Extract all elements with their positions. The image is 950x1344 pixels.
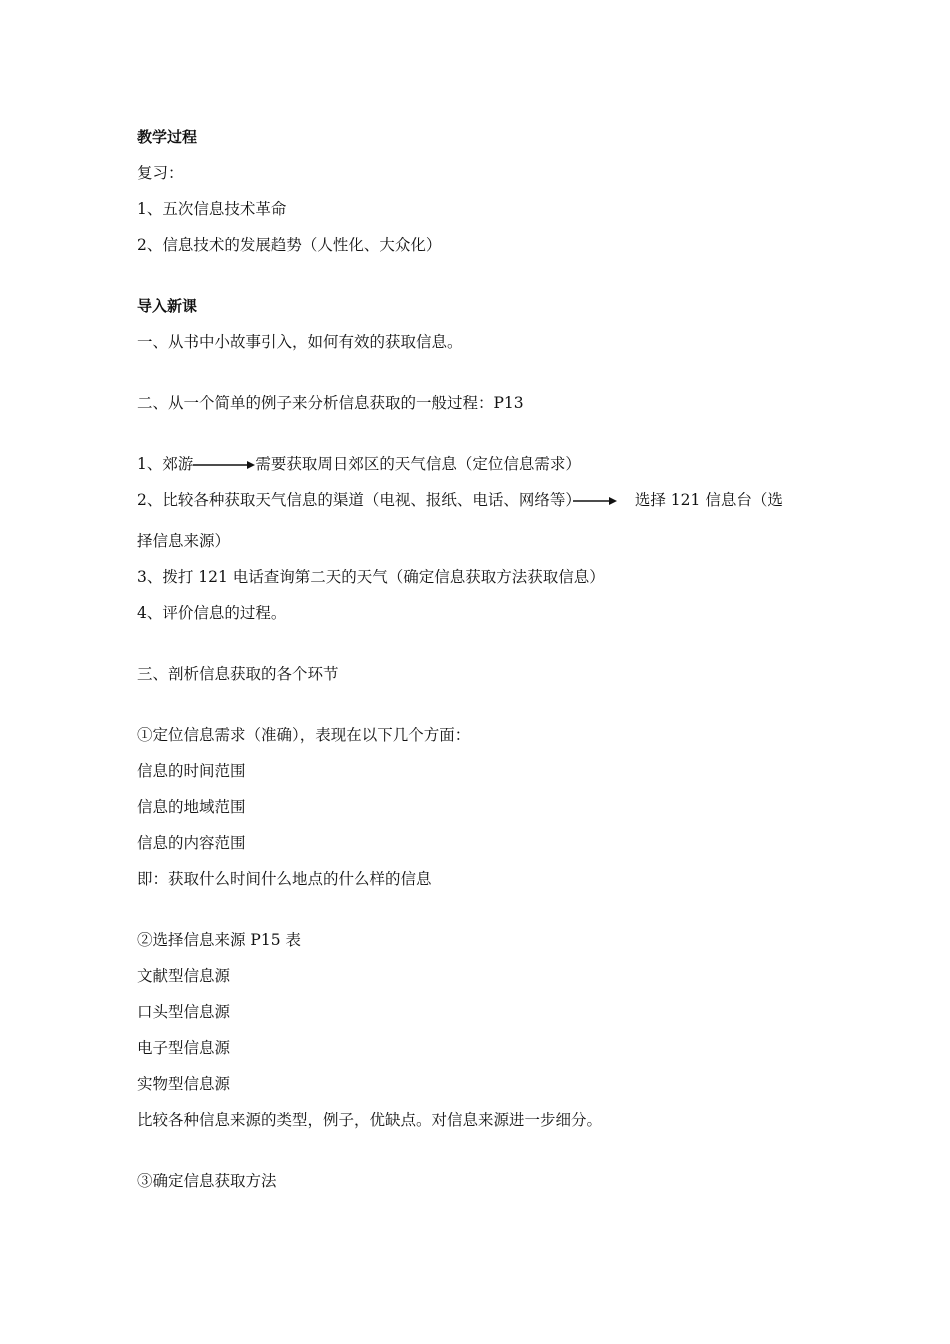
step-3: 3、拨打 121 电话查询第二天的天气（确定信息获取方法获取信息） (137, 568, 605, 586)
step-2-continued: 择信息来源） (137, 532, 231, 550)
review-item-2: 2、信息技术的发展趋势（人性化、大众化） (137, 236, 442, 254)
review-item-1: 1、五次信息技术革命 (137, 200, 287, 218)
section-3-heading: 三、剖析信息获取的各个环节 (137, 665, 339, 683)
sub-1-item-content: 信息的内容范围 (137, 834, 246, 852)
step-2-start: 2、比较各种获取天气信息的渠道（电视、报纸、电话、网络等） (137, 491, 581, 509)
step-4: 4、评价信息的过程。 (137, 604, 287, 622)
review-label: 复习： (137, 164, 184, 182)
step-2-end: 选择 121 信息台（选 (634, 491, 783, 509)
sub-2-item-oral: 口头型信息源 (137, 1003, 231, 1021)
sub-1-heading: ①定位信息需求（准确），表现在以下几个方面： (137, 726, 471, 744)
sub-2-item-literature: 文献型信息源 (137, 967, 231, 985)
sub-1-item-region: 信息的地域范围 (137, 798, 246, 816)
step-1-end: 需要获取周日郊区的天气信息（定位信息需求） (255, 455, 581, 473)
step-1 (137, 454, 581, 474)
sub-2-heading: ②选择信息来源 P15 表 (137, 931, 302, 949)
right-arrow-icon (193, 460, 255, 470)
intro-item-2: 二、从一个简单的例子来分析信息获取的一般过程：P13 (137, 394, 524, 412)
sub-2-item-electronic: 电子型信息源 (137, 1039, 231, 1057)
sub-2-item-physical: 实物型信息源 (137, 1075, 231, 1093)
sub-3-heading: ③确定信息获取方法 (137, 1172, 277, 1190)
sub-1-item-time: 信息的时间范围 (137, 762, 246, 780)
intro-item-1: 一、从书中小故事引入，如何有效的获取信息。 (137, 333, 463, 351)
step-2 (137, 490, 783, 510)
heading-teaching-process: 教学过程 (137, 128, 198, 146)
sub-1-summary: 即：获取什么时间什么地点的什么样的信息 (137, 870, 432, 888)
sub-2-summary: 比较各种信息来源的类型，例子，优缺点。对信息来源进一步细分。 (137, 1111, 603, 1129)
heading-new-lesson: 导入新课 (137, 297, 198, 315)
right-arrow-icon (573, 496, 617, 506)
step-1-start: 1、郊游 (137, 455, 194, 473)
